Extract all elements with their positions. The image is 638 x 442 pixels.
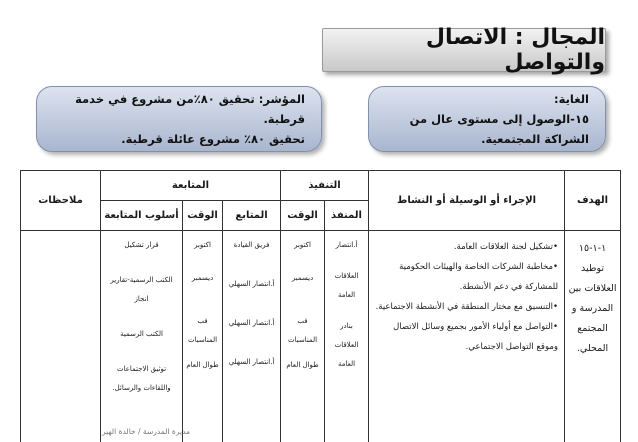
follower-line: أ.انتصار السهلي: [228, 358, 275, 366]
goal-line: العلاقات بين: [568, 283, 617, 294]
header-goal: الهدف: [565, 171, 621, 231]
page-title: المجال : الاتصال والتواصل: [322, 28, 606, 72]
header-followup: المتابعة: [101, 171, 281, 201]
follower-line: فريق القيادة: [233, 241, 270, 249]
executor-line: العلاقات: [334, 272, 359, 280]
header-follower: المتابع: [223, 201, 281, 231]
follow-method-line: الكتب الرسمية-تقارير: [110, 276, 173, 284]
cell-executor: [325, 231, 369, 442]
indicator-box: [36, 86, 322, 152]
cell-exec-time: [281, 231, 325, 442]
header-notes: ملاحظات: [21, 171, 101, 231]
follow-time-line: اكتوبر: [194, 241, 211, 249]
cell-activities: [369, 231, 565, 442]
exec-time-line: طوال العام: [286, 361, 319, 369]
exec-time-line: اكتوبر: [294, 241, 311, 249]
follow-method-line: قرار تشكيل: [124, 241, 159, 249]
header-execution: التنفيذ: [281, 171, 369, 201]
cell-goal: [565, 231, 621, 442]
header-executor: المنفذ: [325, 201, 369, 231]
goal-label: الغاية:: [554, 92, 589, 106]
exec-time-line: فب: [297, 317, 308, 325]
follow-method-line: واللقاءات والرسائل.: [112, 384, 171, 392]
follower-line: أ.انتصار السهلي: [228, 319, 275, 327]
header-follow-time: الوقت: [183, 201, 223, 231]
goal-line: المجتمع المحلي.: [576, 323, 609, 354]
executor-line: العامة: [337, 291, 356, 299]
goal-text: ١٥-الوصول إلى مستوى عال من الشراكة المجتمعية.: [409, 112, 589, 146]
activity-item: •تشكيل لجنة العلاقات العامة.: [453, 242, 559, 252]
exec-time-line: المناسبات: [287, 336, 318, 344]
executor-line: بنادر: [340, 322, 353, 330]
follow-time-line: فب: [197, 317, 208, 325]
follower-line: أ.انتصار السهلي: [228, 280, 275, 288]
goal-box: [368, 86, 606, 152]
indicator-line-1: المؤشر: تحقيق ٨٠٪من مشروع في خدمة قرطبة.: [75, 92, 305, 126]
table-row: [21, 231, 621, 442]
follow-time-line: المناسبات: [187, 336, 218, 344]
action-plan-table: [20, 170, 621, 442]
executor-line: العلاقات: [334, 341, 359, 349]
indicator-line-2: تحقيق ٨٠٪ مشروع عائلة قرطبة.: [121, 132, 305, 146]
executor-line: أ.انتصار: [335, 241, 358, 249]
activity-item: •التواصل مع أولياء الأمور بجميع وسائل الاتصال وموقع التواصل الاجتماعي.: [393, 322, 559, 352]
follow-method-line: انجاز: [134, 295, 149, 303]
follow-method-line: توثيق الاجتماعات: [116, 365, 167, 373]
header-procedure: الإجراء أو الوسيلة أو النشاط: [369, 171, 565, 231]
cell-follow-time: [183, 231, 223, 442]
goal-line: المدرسة و: [571, 303, 614, 314]
header-exec-time: الوقت: [281, 201, 325, 231]
executor-line: العامة: [337, 360, 356, 368]
follow-time-line: ديسمبر: [191, 274, 214, 282]
footer-signature: مديرة المدرسة / خالدة الهير: [101, 427, 190, 436]
activity-item: •مخاطبة الشركات الخاصة والهيئات الحكومية للمشاركة في دعم الأنشطة.: [399, 262, 559, 292]
exec-time-line: ديسمبر: [291, 274, 314, 282]
follow-method-line: الكتب الرسمية: [120, 330, 163, 338]
follow-time-line: طوال العام: [186, 361, 219, 369]
activity-item: •التنسيق مع مختار المنطقة في الأنشطة الاجتماعية.: [375, 302, 559, 312]
cell-follower: [223, 231, 281, 442]
goal-line: ١-١-١٥ توطيد: [578, 243, 607, 274]
cell-notes: [21, 231, 101, 442]
cell-follow-method: [101, 231, 183, 442]
header-follow-method: أسلوب المتابعة: [101, 201, 183, 231]
